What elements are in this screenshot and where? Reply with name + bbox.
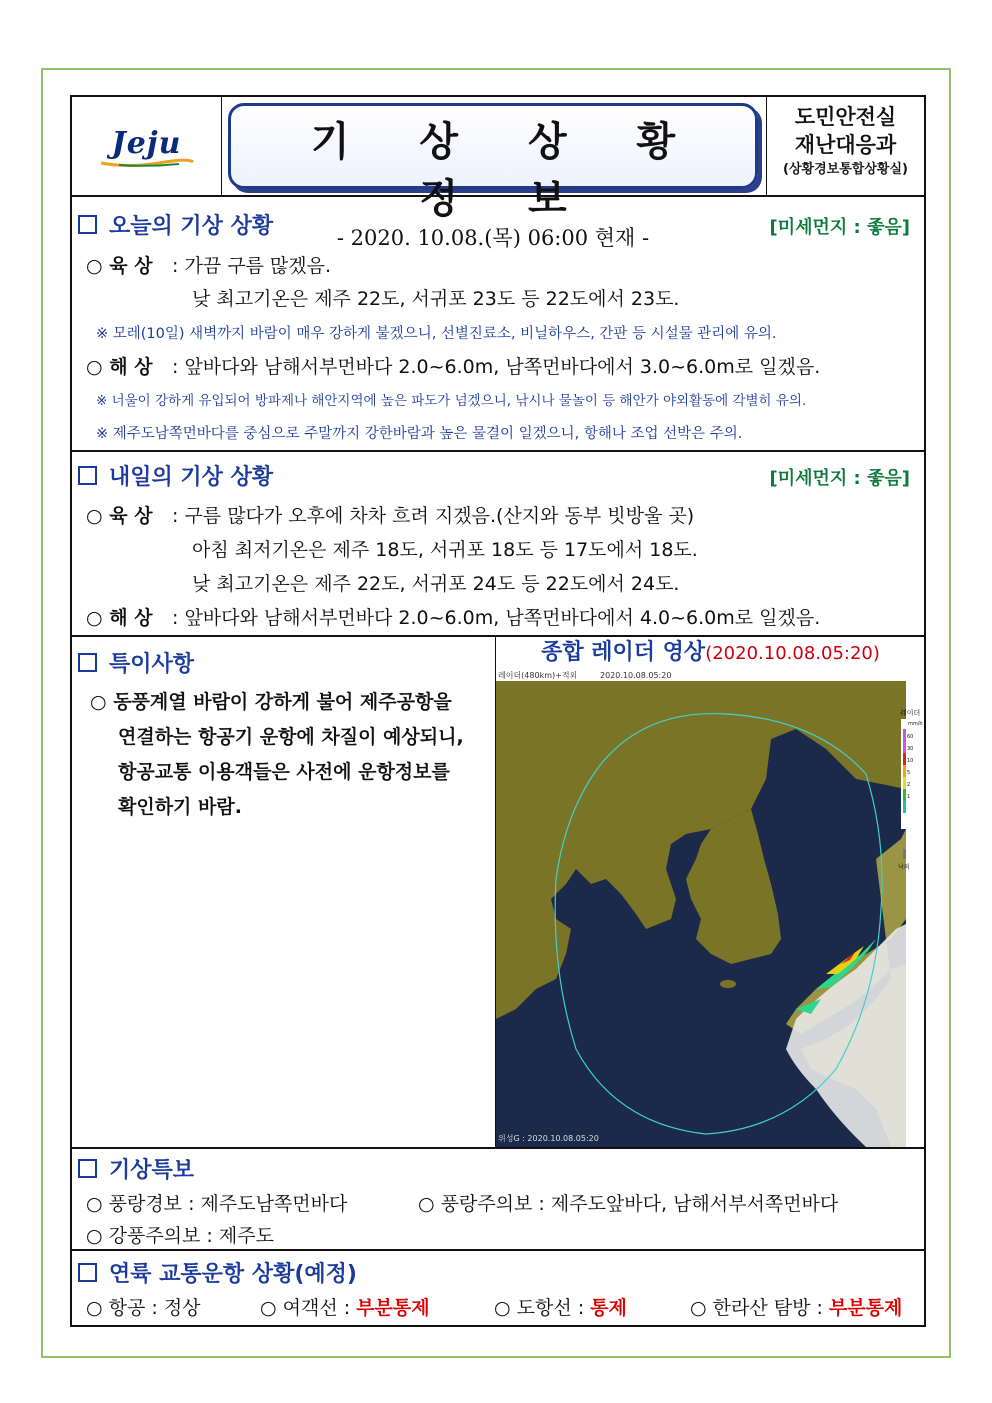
- today-sea-text: : 앞바다와 남해서부먼바다 2.0~6.0m, 남쪽먼바다에서 3.0~6.0m로 일겠음.: [172, 356, 821, 378]
- legend-10: [903, 753, 906, 765]
- tomorrow-land-min-temp: 아침 최저기온은 제주 18도, 서귀포 18도 등 17도에서 18도.: [192, 539, 698, 561]
- warning-wave: ○ 풍랑경보 : 제주도남쪽먼바다: [86, 1193, 348, 1215]
- today-section-title: 오늘의 기상 상황: [78, 209, 273, 240]
- checkbox-square-icon: [78, 466, 97, 485]
- tomorrow-sea-label: ○ 해 상: [86, 607, 153, 629]
- page-title: 기 상 상 황 정 보: [310, 119, 704, 222]
- dept-name: 도민안전실: [794, 105, 897, 129]
- radar-legend-value: 60: [907, 734, 914, 740]
- today-note-sea: ※ 제주도남쪽먼바다를 중심으로 주말까지 강한바람과 높은 물결이 일겠으니, 항해나 조업 선박은 주의.: [96, 426, 743, 442]
- legend-5: [903, 765, 906, 777]
- tomorrow-section-title: 내일의 기상 상황: [78, 460, 273, 491]
- legend-60: [903, 729, 906, 741]
- traffic-section-title: 연륙 교통운항 상황(예정): [78, 1257, 357, 1288]
- checkbox-square-icon: [78, 1159, 97, 1178]
- today-land-text: : 가끔 구름 많겠음.: [172, 255, 332, 277]
- checkbox-square-icon: [78, 1263, 97, 1282]
- today-land-temp: 낮 최고기온은 제주 22도, 서귀포 23도 등 22도에서 23도.: [192, 288, 680, 310]
- radar-legend-value: 2: [907, 782, 911, 788]
- logo-swoosh-icon: [99, 159, 195, 167]
- jeju-logo: [72, 97, 222, 195]
- radar-timestamp: (2020.10.08.05:20): [705, 643, 880, 664]
- legend-low: [903, 801, 906, 813]
- legend-1: [903, 789, 906, 801]
- legend-2: [903, 777, 906, 789]
- traffic-ferry: ○ 여객선 : 부분통제: [260, 1297, 430, 1319]
- logo-text: Jeju: [111, 125, 182, 161]
- tomorrow-sea-text: : 앞바다와 남해서부먼바다 2.0~6.0m, 남쪽먼바다에서 4.0~6.0m로 일겠음.: [172, 607, 821, 629]
- weather-report: [70, 95, 926, 1327]
- radar-legend-value: 10: [907, 758, 914, 764]
- divider: [72, 1147, 924, 1149]
- radar-legend-lightning: 낙뢰: [898, 864, 910, 871]
- divider: [72, 1249, 924, 1251]
- radar-caption-bottom: 위성G : 2020.10.08.05:20: [498, 1134, 599, 1143]
- tomorrow-land-text: : 구름 많다가 오후에 차차 흐려 지겠음.(산지와 동부 빗방울 곳): [172, 505, 695, 527]
- dept-division: 재난대응과: [794, 133, 897, 157]
- radar-legend-title: 레이더: [900, 709, 921, 717]
- checkbox-square-icon: [78, 215, 97, 234]
- radar-caption-time: 2020.10.08.05:20: [600, 671, 672, 680]
- legend-30: [903, 741, 906, 753]
- legend-lightning: [903, 849, 906, 859]
- warning-wind-advisory: ○ 강풍주의보 : 제주도: [86, 1225, 274, 1247]
- dept-office: (상황경보통합상황실): [783, 162, 908, 177]
- today-sea-label: ○ 해 상: [86, 356, 153, 378]
- warning-wave-advisory: ○ 풍랑주의보 : 제주도앞바다, 남해서부서쪽먼바다: [418, 1193, 839, 1215]
- traffic-air: ○ 항공 : 정상: [86, 1297, 201, 1319]
- traffic-island-ferry: ○ 도항선 : 통제: [494, 1297, 627, 1319]
- special-notice: ○ 동풍계열 바람이 강하게 불어 제주공항을 연결하는 항공기 운항에 차질이 예상되니, 항공교통 이용객들은 사전에 운항정보를 확인하기 바람.: [90, 691, 464, 818]
- radar-legend-value: 1: [907, 794, 911, 800]
- checkbox-square-icon: [78, 653, 97, 672]
- tomorrow-land-max-temp: 낮 최고기온은 제주 22도, 서귀포 24도 등 22도에서 24도.: [192, 573, 680, 595]
- divider: [72, 450, 924, 452]
- title-banner: [228, 103, 758, 250]
- traffic-hallasan: ○ 한라산 탐방 : 부분통제: [690, 1297, 903, 1319]
- radar-panel: [495, 635, 924, 1147]
- today-land-label: ○ 육 상: [86, 255, 153, 277]
- today-note-swell: ※ 너울이 강하게 유입되어 방파제나 해안지역에 높은 파도가 넘겠으니, 낚시나 물놀이 등 해안가 야외활동에 각별히 유의.: [96, 393, 807, 409]
- today-dust-status: [미세먼지 : 좋음]: [769, 217, 910, 238]
- today-note-wind: ※ 모레(10일) 새벽까지 바람이 매우 강하게 불겠으니, 선별진료소, 비닐하우스, 간판 등 시설물 관리에 유의.: [96, 326, 777, 342]
- tomorrow-land-label: ○ 육 상: [86, 505, 153, 527]
- radar-legend-value: 5: [907, 770, 911, 776]
- radar-title: 종합 레이더 영상(2020.10.08.05:20): [541, 640, 880, 665]
- radar-image: [496, 669, 923, 1147]
- special-section-title: 특이사항: [78, 647, 194, 678]
- report-date: - 2020. 10.08.(목) 06:00 현재 -: [336, 226, 650, 250]
- radar-legend-unit: mm/h: [908, 721, 923, 727]
- radar-caption-top: 레이더(480km)+적외: [498, 671, 578, 680]
- warnings-section-title: 기상특보: [78, 1153, 194, 1184]
- radar-legend-value: 30: [907, 746, 914, 752]
- department-block: [766, 97, 924, 195]
- tomorrow-dust-status: [미세먼지 : 좋음]: [769, 468, 910, 489]
